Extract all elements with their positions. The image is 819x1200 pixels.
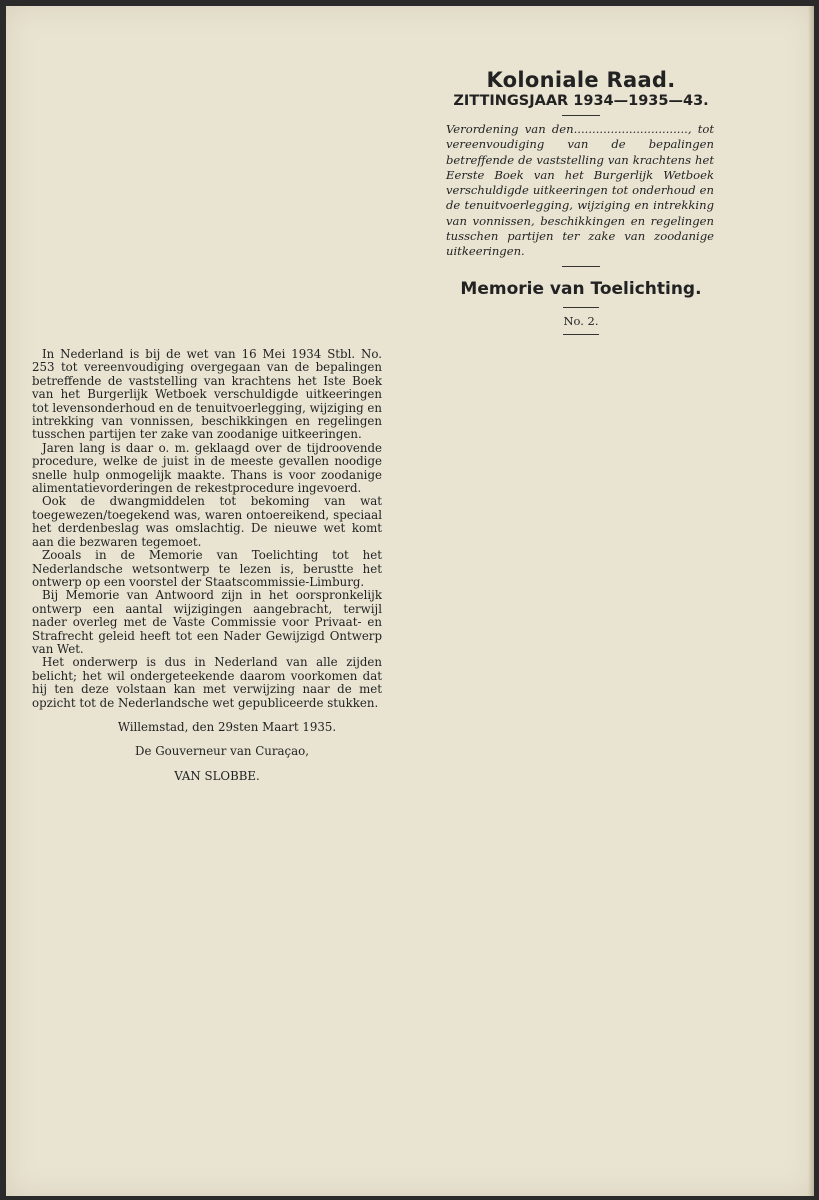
session-year: ZITTINGSJAAR 1934—1935—43. xyxy=(453,93,709,109)
document-page xyxy=(6,6,814,1196)
signature-place-date: Willemstad, den 29sten Maart 1935. xyxy=(117,719,337,734)
divider xyxy=(562,266,600,267)
paragraph: Ook de dwangmiddelen tot bekoming van wat toegewezen/toegekend was, waren ontoereikend, speciaal het derdenbeslag was omslachtig. De nieuwe wet komt aan die bezwaren tegemoet. xyxy=(32,494,382,549)
divider xyxy=(562,115,600,116)
header-block xyxy=(446,68,716,341)
signature-role: De Gouverneur van Curaçao, xyxy=(135,744,309,759)
divider xyxy=(563,334,599,335)
paragraph: Zooals in de Memorie van Toelichting tot het Nederlandsche wetsontwerp te lezen is, berustte het ontwerp op een voorstel der Staatscommissie-Limburg. xyxy=(32,548,382,589)
signature-name: VAN SLOBBE. xyxy=(174,768,260,783)
body-text xyxy=(32,348,382,783)
paragraph: In Nederland is bij de wet van 16 Mei 1934 Stbl. No. 253 tot vereenvoudiging overgegaan van de bepalingen betreffende de vaststelling van krachtens het Iste Boek van het Burgerlijk Wetboek verschuldigde uitkeeringen tot levensonderhoud en de tenuitvoerlegging, wijziging en intrekking van vonnissen, beschikkingen en regelingen tusschen partijen ter zake van zoodanige uitkeeringen. xyxy=(32,347,382,442)
page-title: Koloniale Raad. xyxy=(486,68,676,92)
document-number: No. 2. xyxy=(563,313,599,328)
ordinance-text: Verordening van den..............................., tot vereenvoudiging van de bepalingen betreffende de vaststelling van krachtens het Eerste Boek van het Burgerlijk Wetboek verschuldigde uitkeeringen tot onderhoud en de tenuitvoerlegging, wijziging en intrekking van vonnissen, beschikkingen en regelingen tusschen partijen ter zake van zoodanige uitkeeringen. xyxy=(446,122,714,259)
divider xyxy=(563,307,599,308)
paragraph: Bij Memorie van Antwoord zijn in het oorspronkelijk ontwerp een aantal wijzigingen aangebracht, terwijl nader overleg met de Vaste Commissie voor Privaat- en Strafrecht geleid heeft tot een Nader Gewijzigd Ontwerp van Wet. xyxy=(32,588,382,656)
paragraph: Jaren lang is daar o. m. geklaagd over de tijdroovende procedure, welke de juist in de meeste gevallen noodige snelle hulp onmogelijk maakte. Thans is voor zoodanige alimentatievorderingen de rekestprocedure ingevoerd. xyxy=(32,440,382,496)
paragraph: Het onderwerp is dus in Nederland van alle zijden belicht; het wil ondergeteekende daarom voorkomen dat hij ten deze volstaan kan met verwijzing naar de met opzicht tot de Nederlandsche wet gepubliceerde stukken. xyxy=(32,655,382,710)
memorie-title: Memorie van Toelichting. xyxy=(460,278,702,299)
